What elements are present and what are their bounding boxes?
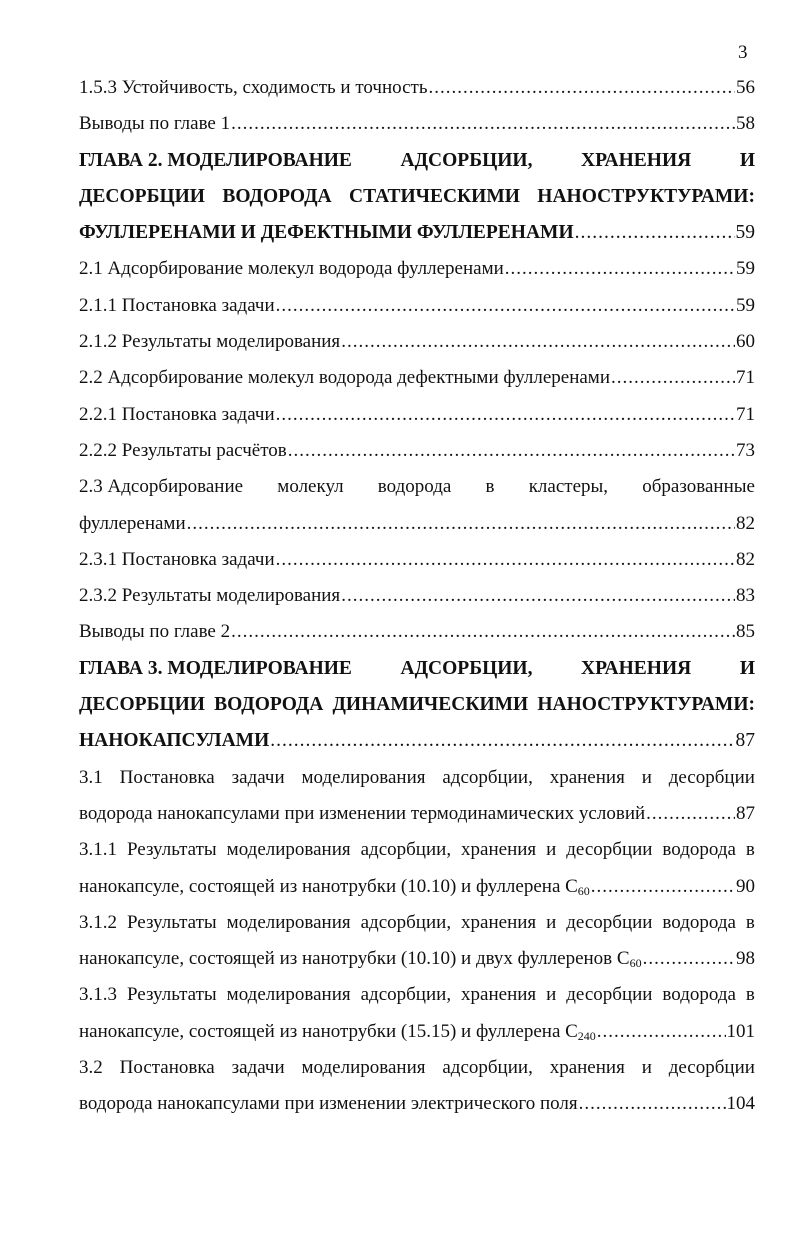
entry-word: Результаты bbox=[126, 911, 217, 933]
heading-word: ДЕСОРБЦИИ bbox=[79, 185, 205, 207]
heading-word: СТАТИЧЕСКИМИ bbox=[348, 185, 520, 207]
toc-entry-title: водорода нанокапсулами при изменении термодинамических условий bbox=[79, 802, 646, 824]
entry-word: десорбции bbox=[566, 984, 653, 1006]
entry-word: моделирования bbox=[301, 766, 426, 788]
toc-entry-page: 82 bbox=[736, 548, 755, 570]
leader-dots bbox=[276, 288, 735, 324]
toc-entry[interactable] bbox=[79, 360, 755, 396]
entry-word: десорбции bbox=[566, 911, 653, 933]
leader-dots bbox=[231, 614, 735, 650]
leader-dots bbox=[270, 723, 734, 759]
toc-entry-line1[interactable] bbox=[79, 832, 755, 868]
toc-entry-line2[interactable] bbox=[79, 869, 755, 905]
leader-dots bbox=[611, 360, 735, 396]
entry-word: 3.2 bbox=[79, 1057, 103, 1079]
leader-dots bbox=[231, 106, 735, 142]
toc-entry-page: 104 bbox=[726, 1093, 755, 1115]
entry-word: 3.1.3 bbox=[79, 984, 117, 1006]
entry-word: задачи bbox=[231, 766, 285, 788]
heading-word: ХРАНЕНИЯ bbox=[581, 657, 692, 679]
toc-entry-page: 82 bbox=[736, 512, 755, 534]
toc-entry-title: Выводы по главе 1 bbox=[79, 113, 231, 135]
heading-word: ДИНАМИЧЕСКИМИ bbox=[332, 694, 529, 716]
heading-word: ХРАНЕНИЯ bbox=[581, 149, 692, 171]
toc-entry-title: нанокапсуле, состоящей из нанотрубки (10.10) и фуллерена $C_{60}$ bbox=[79, 875, 590, 898]
entry-word: хранения bbox=[461, 984, 537, 1006]
toc-entry-title: 2.3.1 Постановка задачи bbox=[79, 548, 275, 570]
toc-entry[interactable] bbox=[79, 614, 755, 650]
toc-entry-line2[interactable] bbox=[79, 796, 755, 832]
leader-dots bbox=[505, 251, 735, 287]
heading-word: ДЕСОРБЦИИ bbox=[79, 694, 205, 716]
entry-word: хранения bbox=[461, 911, 537, 933]
entry-word: образованные bbox=[642, 476, 755, 498]
toc-entry-title: Выводы по главе 2 bbox=[79, 621, 231, 643]
entry-word: хранения bbox=[549, 766, 625, 788]
toc-entry-page: 58 bbox=[736, 113, 755, 135]
toc-entry-line2[interactable] bbox=[79, 1014, 755, 1050]
entry-word: моделирования bbox=[301, 1057, 426, 1079]
toc-entry-page: 98 bbox=[736, 948, 755, 970]
chapter-heading-2-line3[interactable] bbox=[79, 215, 755, 251]
entry-word: в bbox=[745, 839, 755, 861]
heading-word: И bbox=[739, 149, 755, 171]
toc-entry-page: 59 bbox=[736, 294, 755, 316]
toc-entry-page: 83 bbox=[736, 585, 755, 607]
toc-entry-page: 59 bbox=[736, 258, 755, 280]
heading-word: ВОДОРОДА bbox=[222, 185, 332, 207]
entry-word: молекул bbox=[277, 476, 344, 498]
leader-dots bbox=[288, 433, 735, 469]
entry-word: водорода bbox=[662, 984, 736, 1006]
entry-word: в bbox=[745, 984, 755, 1006]
entry-word: адсорбции, bbox=[360, 984, 452, 1006]
leader-dots bbox=[575, 215, 735, 251]
leader-dots bbox=[276, 397, 735, 433]
chapter-heading-3-line2[interactable] bbox=[79, 687, 755, 723]
entry-word: моделирования bbox=[226, 911, 351, 933]
toc-entry[interactable] bbox=[79, 106, 755, 142]
toc-entry-page: 71 bbox=[736, 403, 755, 425]
toc-entry-line1[interactable] bbox=[79, 469, 755, 505]
leader-dots bbox=[597, 1014, 726, 1050]
toc-entry[interactable] bbox=[79, 288, 755, 324]
toc-entry[interactable] bbox=[79, 70, 755, 106]
toc-entry-page: 59 bbox=[735, 222, 755, 244]
toc-entry-page: 85 bbox=[736, 621, 755, 643]
toc-entry-title: 2.1.1 Постановка задачи bbox=[79, 294, 275, 316]
heading-word: ГЛАВА 3. МОДЕЛИРОВАНИЕ bbox=[79, 657, 352, 679]
leader-dots bbox=[643, 941, 735, 977]
entry-word: водорода bbox=[662, 839, 736, 861]
chapter-heading-2[interactable] bbox=[79, 143, 755, 179]
toc-entry-title: нанокапсуле, состоящей из нанотрубки (10.10) и двух фуллеренов $C_{60}$ bbox=[79, 948, 642, 971]
toc-entry[interactable] bbox=[79, 578, 755, 614]
toc-entry[interactable] bbox=[79, 324, 755, 360]
heading-word: ГЛАВА 2. МОДЕЛИРОВАНИЕ bbox=[79, 149, 352, 171]
toc-entry-page: 56 bbox=[736, 77, 755, 98]
entry-word: моделирования bbox=[226, 839, 351, 861]
entry-word: 2.3 Адсорбирование bbox=[79, 476, 244, 498]
toc-entry-page: 73 bbox=[736, 439, 755, 461]
toc-entry-title: 2.1 Адсорбирование молекул водорода фуллеренами bbox=[79, 258, 504, 280]
chapter-heading-2-line2[interactable] bbox=[79, 179, 755, 215]
leader-dots bbox=[276, 542, 735, 578]
heading-word: АДСОРБЦИИ, bbox=[400, 149, 533, 171]
leader-dots bbox=[579, 1086, 726, 1122]
toc-entry-title: НАНОКАПСУЛАМИ bbox=[79, 730, 270, 752]
entry-word: хранения bbox=[461, 839, 537, 861]
entry-word: водорода bbox=[662, 911, 736, 933]
entry-word: десорбции bbox=[668, 766, 755, 788]
toc-entry[interactable] bbox=[79, 542, 755, 578]
heading-word: ВОДОРОДА bbox=[214, 694, 324, 716]
entry-word: десорбции bbox=[566, 839, 653, 861]
heading-word: НАНОСТРУКТУРАМИ: bbox=[537, 694, 755, 716]
entry-word: адсорбции, bbox=[360, 839, 452, 861]
entry-word: и bbox=[546, 839, 557, 861]
entry-word: и bbox=[641, 1057, 652, 1079]
leader-dots bbox=[341, 324, 735, 360]
entry-word: Результаты bbox=[126, 984, 217, 1006]
toc-entry-page: 71 bbox=[736, 367, 755, 389]
entry-word: и bbox=[546, 911, 557, 933]
toc-entry-line1[interactable] bbox=[79, 977, 755, 1013]
leader-dots bbox=[646, 796, 735, 832]
entry-word: моделирования bbox=[226, 984, 351, 1006]
entry-word: в bbox=[745, 911, 755, 933]
toc-entry-title: 2.2 Адсорбирование молекул водорода дефектными фуллеренами bbox=[79, 367, 610, 389]
leader-dots bbox=[429, 70, 736, 106]
entry-word: 3.1 bbox=[79, 766, 103, 788]
entry-word: и bbox=[546, 984, 557, 1006]
toc-entry-page: 60 bbox=[736, 331, 755, 353]
table-of-contents bbox=[79, 70, 755, 1123]
toc-entry-title: 2.2.2 Результаты расчётов bbox=[79, 439, 287, 461]
toc-entry-title: 2.3.2 Результаты моделирования bbox=[79, 585, 341, 607]
toc-entry-title: фуллеренами bbox=[79, 512, 186, 534]
toc-entry[interactable] bbox=[79, 397, 755, 433]
toc-entry[interactable] bbox=[79, 433, 755, 469]
heading-word: АДСОРБЦИИ, bbox=[400, 657, 533, 679]
heading-word: И bbox=[739, 657, 755, 679]
toc-entry-line1[interactable] bbox=[79, 1050, 755, 1086]
entry-word: и bbox=[641, 766, 652, 788]
toc-entry-line2[interactable] bbox=[79, 941, 755, 977]
toc-entry-line1[interactable] bbox=[79, 905, 755, 941]
toc-entry-line2[interactable] bbox=[79, 506, 755, 542]
entry-word: 3.1.1 bbox=[79, 839, 117, 861]
entry-word: кластеры, bbox=[528, 476, 609, 498]
toc-entry-title: 2.2.1 Постановка задачи bbox=[79, 403, 275, 425]
toc-entry-line1[interactable] bbox=[79, 760, 755, 796]
leader-dots bbox=[187, 506, 735, 542]
toc-entry-title: ФУЛЛЕРЕНАМИ И ДЕФЕКТНЫМИ ФУЛЛЕРЕНАМИ bbox=[79, 222, 574, 244]
entry-word: Постановка bbox=[119, 766, 215, 788]
entry-word: хранения bbox=[549, 1057, 625, 1079]
entry-word: водорода bbox=[377, 476, 452, 498]
toc-entry-page: 101 bbox=[726, 1020, 755, 1042]
entry-word: адсорбции, bbox=[442, 1057, 533, 1079]
toc-entry[interactable] bbox=[79, 251, 755, 287]
entry-word: десорбции bbox=[668, 1057, 755, 1079]
toc-entry-page: 87 bbox=[736, 802, 755, 824]
heading-word: НАНОСТРУКТУРАМИ: bbox=[537, 185, 755, 207]
entry-word: Постановка bbox=[119, 1057, 215, 1079]
toc-entry-title: 1.5.3 Устойчивость, сходимость и точность bbox=[79, 77, 428, 98]
leader-dots bbox=[341, 578, 735, 614]
entry-word: адсорбции, bbox=[442, 766, 533, 788]
page-number: 3 bbox=[738, 42, 748, 63]
entry-word: задачи bbox=[231, 1057, 285, 1079]
chapter-heading-3-line3[interactable] bbox=[79, 723, 755, 759]
toc-entry-title: 2.1.2 Результаты моделирования bbox=[79, 331, 341, 353]
entry-word: Результаты bbox=[126, 839, 217, 861]
toc-entry-title: нанокапсуле, состоящей из нанотрубки (15.15) и фуллерена $C_{240}$ bbox=[79, 1020, 596, 1043]
toc-entry-page: 90 bbox=[736, 875, 755, 897]
entry-word: в bbox=[485, 476, 495, 498]
entry-word: адсорбции, bbox=[360, 911, 452, 933]
entry-word: 3.1.2 bbox=[79, 911, 117, 933]
leader-dots bbox=[591, 869, 735, 905]
toc-entry-line2[interactable] bbox=[79, 1086, 755, 1122]
toc-entry-page: 87 bbox=[735, 730, 755, 752]
toc-entry-title: водорода нанокапсулами при изменении электрического поля bbox=[79, 1093, 578, 1115]
chapter-heading-3[interactable] bbox=[79, 651, 755, 687]
